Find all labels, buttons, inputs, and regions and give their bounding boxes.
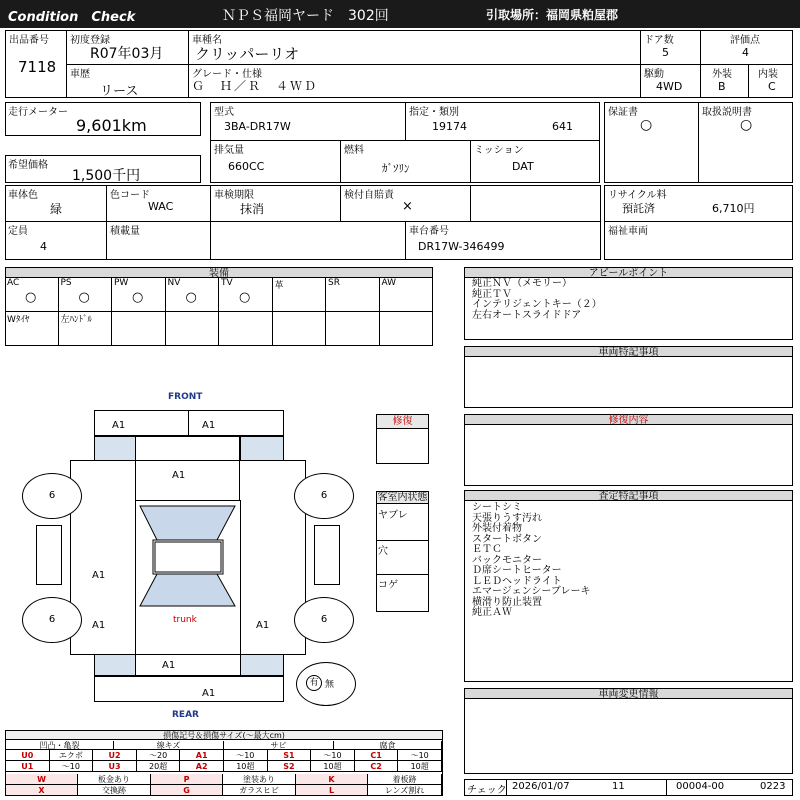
appeal-item: 純正ＴＶ [472, 288, 512, 300]
exterior-label: 外装 [712, 69, 732, 80]
color-block [5, 185, 601, 260]
assessment-item: 外装付着物 [472, 523, 522, 534]
mirror-left [36, 525, 62, 585]
equipment-cell-row2 [166, 311, 220, 346]
spare-yes: 有 [306, 675, 322, 691]
changes-block [464, 688, 793, 774]
legend-code: X [6, 785, 78, 796]
legend-desc: ～10 [311, 750, 355, 761]
equipment-label: 革 [274, 281, 284, 291]
legend-desc: 10超 [398, 761, 442, 772]
spare-no: 無 [325, 680, 335, 690]
damage-diagram [0, 380, 370, 720]
fuel-value: ｶﾞｿﾘﾝ [382, 162, 410, 175]
price-label: 希望価格 [8, 160, 48, 171]
lot-number: 7118 [18, 58, 57, 76]
car-name-value: クリッパーリオ [195, 45, 300, 63]
legend-desc: レンズ割れ [368, 785, 442, 796]
manual-value: ○ [740, 117, 753, 133]
designation-label: 指定・類別 [409, 107, 459, 118]
legend-desc: ～10 [224, 750, 268, 761]
model-value: 3BA-DR17W [224, 120, 291, 133]
front-label: FRONT [168, 392, 203, 402]
legend-group: 凹凸・亀裂 [6, 741, 114, 750]
legend-desc: 10超 [224, 761, 268, 772]
panel-hood: A1 [172, 470, 186, 481]
tire-front-left: 6 [22, 473, 82, 519]
color-code-value: WAC [148, 200, 174, 213]
legend-code: K [296, 774, 368, 785]
sheet-title: Condition Check [8, 10, 136, 25]
legend-groups [6, 741, 442, 750]
load-label: 積載量 [110, 226, 140, 237]
equipment-mark: ○ [132, 290, 144, 305]
legend-code: C1 [355, 750, 399, 761]
interior-burn: コゲ [378, 580, 398, 591]
pickup-location: 引取場所：福岡県粕屋郡 [486, 8, 619, 22]
legend-desc: 塗装あり [223, 774, 296, 785]
exterior-value: B [718, 80, 726, 93]
equipment-cell-ps [59, 278, 113, 311]
assessment-item: Ｄ席シートヒーター [472, 565, 562, 576]
equipment-label: SR [328, 278, 340, 288]
equipment-cell-row2 [219, 311, 273, 346]
legend-desc: 交換跡 [78, 785, 151, 796]
warranty-value: ○ [640, 117, 653, 133]
rating-value: 4 [742, 46, 749, 59]
capacity-value: 4 [40, 240, 47, 253]
assessment-item: 天張りうす汚れ [472, 512, 542, 524]
assessment-item: 横滑り防止装置 [472, 596, 542, 608]
equipment-mark: ○ [185, 290, 197, 305]
recycle-label: リサイクル料 [608, 190, 667, 201]
legend-group: 線キズ [114, 741, 224, 750]
cabin-glass [135, 500, 240, 610]
header-bar [0, 0, 800, 28]
rating-label: 評価点 [730, 35, 760, 46]
lot-label: 出品番号 [9, 35, 49, 46]
tire-front-right: 6 [294, 473, 354, 519]
body-color-label: 車体色 [8, 190, 38, 201]
panel-left-rear: A1 [92, 620, 106, 631]
legend-code: A1 [180, 750, 224, 761]
panel-left-side: A1 [92, 570, 106, 581]
assessment-item: 純正ＡＷ [472, 607, 512, 618]
appeal-title: アピールポイント [465, 268, 792, 278]
tire-rear-right: 6 [294, 597, 354, 643]
equipment-label: 左ﾊﾝﾄﾞﾙ [60, 315, 93, 325]
auction-name: ＮＰＳ福岡ヤード 302回 [222, 8, 389, 24]
legend-group: サビ [224, 741, 334, 750]
color-code-label: 色コード [110, 190, 150, 201]
special-notes-title: 車両特記事項 [465, 347, 792, 357]
category-number: 641 [552, 120, 573, 133]
interior-tear: ヤブレ [378, 510, 408, 521]
grade-label: グレード・仕様 [192, 69, 262, 80]
legend-desc: 着板跡 [368, 774, 442, 785]
legend-desc: ガラスヒビ [223, 785, 296, 796]
legend-code: U0 [6, 750, 50, 761]
legend-code: A2 [180, 761, 224, 772]
assessment-item: エマージェンシーブレーキ [472, 586, 591, 597]
body-color-value: 緑 [50, 202, 63, 216]
displacement-label: 排気量 [214, 145, 244, 156]
equipment-cell-row2 [273, 311, 327, 346]
equipment-cell-nv [166, 278, 220, 311]
legend-code: U2 [93, 750, 137, 761]
first-reg-value: R07年03月 [90, 46, 164, 62]
assessment-item: シートシミ [472, 502, 522, 513]
check-date: 2026/01/07 [512, 781, 570, 792]
appeal-item: 左右オートスライドドア [472, 309, 582, 321]
drive-label: 駆動 [644, 69, 664, 80]
equipment-cell-row2 [5, 311, 59, 346]
equipment-cell-row2 [112, 311, 166, 346]
mission-value: DAT [512, 160, 534, 173]
panel-rear-bumper: A1 [202, 688, 216, 699]
history-label: 車歴 [70, 69, 90, 80]
assessment-item: バックモニター [472, 554, 542, 566]
interior-value: C [768, 80, 776, 93]
warranty-label: 保証書 [608, 107, 638, 118]
check-code: 00004-00 [676, 781, 725, 792]
assessment-item: ＥＴＣ [472, 544, 502, 555]
equipment-cell-row2 [326, 311, 380, 346]
interior-condition-title: 客室内状態 [377, 492, 428, 503]
legend-code: G [151, 785, 223, 796]
chassis-label: 車台番号 [409, 226, 449, 237]
legend-title: 損傷記号＆損傷サイズ(～最大cm) [6, 731, 442, 740]
chassis-value: DR17W-346499 [418, 240, 505, 253]
equipment-cell-tv [219, 278, 273, 311]
repair-content-title: 修復内容 [465, 415, 792, 425]
equipment-title: 装備 [6, 268, 432, 278]
legend-code: C2 [355, 761, 399, 772]
panel-front-right: A1 [202, 420, 216, 431]
tire-rear-left: 6 [22, 597, 82, 643]
doors-value: 5 [662, 46, 669, 59]
assessment-item: スタートボタン [472, 533, 542, 545]
legend-desc: 10超 [311, 761, 355, 772]
interior-hole: 穴 [378, 546, 388, 557]
equipment-mark: ○ [239, 290, 251, 305]
equipment-mark: ○ [25, 290, 37, 305]
equipment-cell-sr [326, 278, 380, 311]
equipment-label: NV [167, 278, 181, 288]
trunk-label: trunk [173, 615, 197, 625]
interior-label: 内装 [758, 69, 778, 80]
panel-right-rear: A1 [256, 620, 270, 631]
appeal-item: インテリジェントキー（２） [472, 299, 602, 310]
changes-title: 車両変更情報 [465, 689, 792, 699]
legend-code: W [6, 774, 78, 785]
equipment-label: Wﾀｲﾔ [7, 315, 30, 325]
check-number: 11 [612, 781, 625, 792]
rear-bumper [94, 676, 284, 702]
appeal-list [472, 279, 602, 321]
legend-group: 腐食 [334, 741, 442, 750]
equipment-label: AC [7, 278, 20, 288]
grade-value: Ｇ Ｈ／Ｒ ４ＷＤ [192, 79, 319, 93]
spare-tire [296, 662, 356, 706]
assessment-item: ＬＥＤヘッドライト [472, 575, 562, 587]
legend-desc: エクボ [50, 750, 94, 761]
assessment-title: 査定特記事項 [465, 491, 792, 501]
first-reg-label: 初度登録 [70, 35, 110, 46]
check-label: チェック [467, 785, 507, 796]
legend-code: L [296, 785, 368, 796]
appeal-item: 純正ＮＶ（メモリー） [472, 278, 572, 289]
manual-label: 取扱説明書 [702, 107, 752, 118]
displacement-value: 660CC [228, 160, 265, 173]
drive-value: 4WD [656, 80, 683, 93]
panel-rear-gate: A1 [162, 660, 176, 671]
car-name-label: 車種名 [192, 35, 222, 46]
legend-desc: 20超 [137, 761, 181, 772]
legend-desc: ～10 [50, 761, 94, 772]
legend-desc: ～20 [137, 750, 181, 761]
mileage-value: 9,601km [76, 116, 147, 135]
model-label: 型式 [214, 107, 234, 118]
legend-desc: 板金あり [78, 774, 151, 785]
equipment-cell-革 [273, 278, 327, 311]
equipment-mark: ○ [78, 290, 90, 305]
doors-label: ドア数 [644, 35, 674, 46]
equipment-cell-ac [5, 278, 59, 311]
panel-front-left: A1 [112, 420, 126, 431]
equipment-cell-row2 [59, 311, 113, 346]
legend-code: S2 [268, 761, 312, 772]
fuel-label: 燃料 [344, 145, 364, 156]
check-end: 0223 [760, 781, 786, 792]
legend-code: S1 [268, 750, 312, 761]
equipment-label: PW [114, 278, 129, 288]
rear-quarters [94, 654, 284, 676]
equipment-label: TV [221, 278, 233, 288]
equipment-cell-aw [380, 278, 434, 311]
liability-value: × [402, 199, 413, 214]
rear-label: REAR [172, 710, 199, 720]
assessment-list [472, 503, 590, 619]
legend-desc: ～10 [398, 750, 442, 761]
inspection-value: 抹消 [240, 202, 265, 216]
liability-label: 検付自賠責 [344, 190, 394, 201]
welfare-label: 福祉車両 [608, 226, 648, 237]
mileage-label: 走行メーター [8, 107, 68, 118]
price-value: 1,500千円 [72, 168, 141, 184]
legend-code: U1 [6, 761, 50, 772]
repair-box-label: 修復 [377, 415, 428, 429]
mission-label: ミッション [474, 145, 524, 156]
inspection-label: 車検期限 [214, 190, 254, 201]
equipment-cell-pw [112, 278, 166, 311]
history-value: リース [100, 84, 139, 99]
recycle-amount: 6,710円 [712, 202, 755, 215]
legend-code: P [151, 774, 223, 785]
equipment-label: PS [60, 278, 72, 288]
designation-number: 19174 [432, 120, 467, 133]
equipment-label: AW [381, 278, 397, 288]
mirror-right [314, 525, 340, 585]
legend-code: U3 [93, 761, 137, 772]
recycle-status: 預託済 [622, 202, 655, 215]
capacity-label: 定員 [8, 226, 28, 237]
